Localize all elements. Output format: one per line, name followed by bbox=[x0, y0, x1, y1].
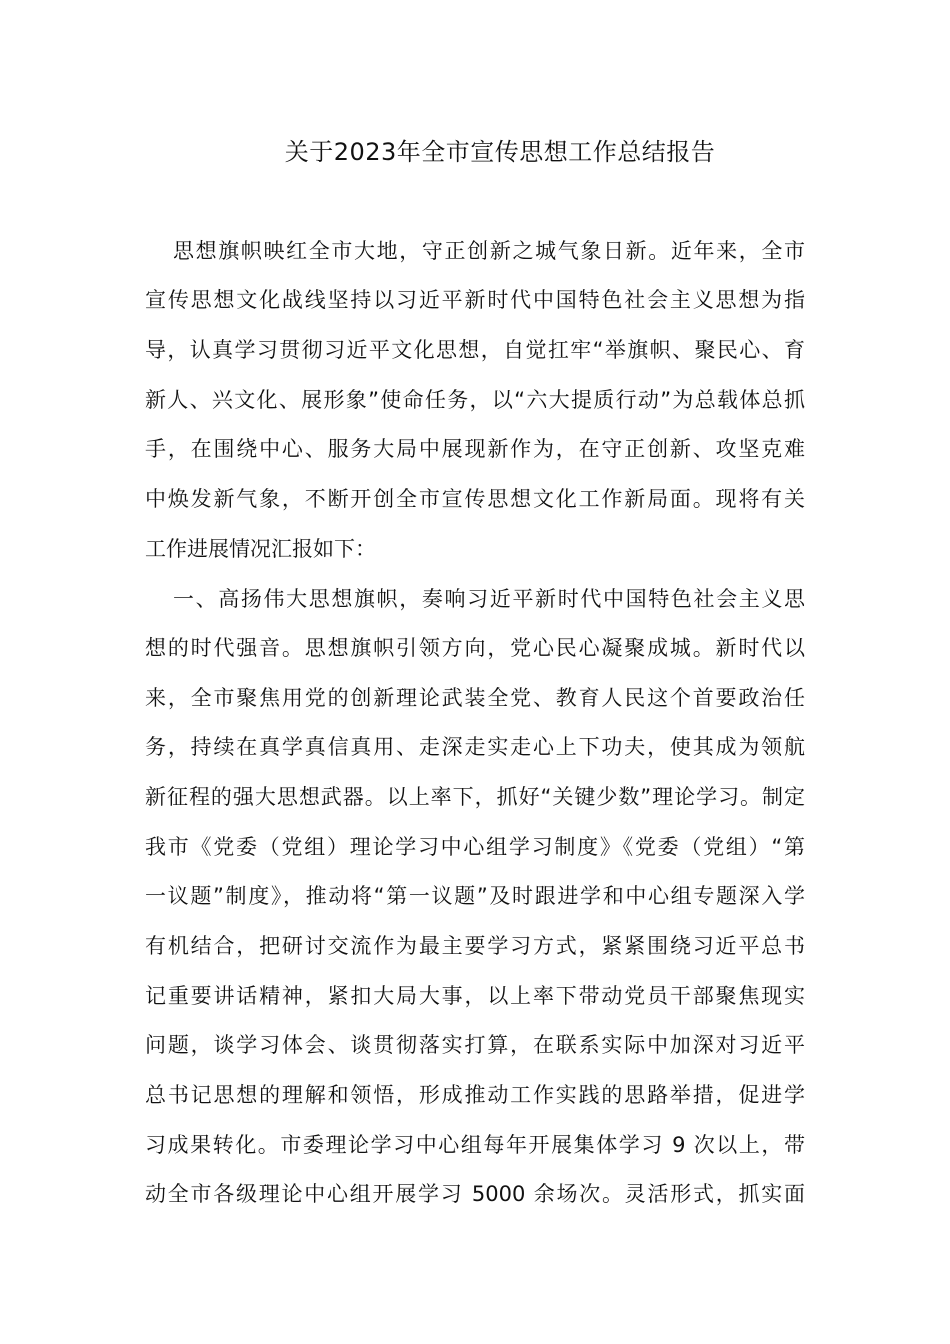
paragraph-line: 新人、兴文化、展形象”使命任务，以“六大提质行动”为总载体总抓 bbox=[145, 388, 805, 412]
paragraph-line: 思想旗帜映红全市大地，守正创新之城气象日新。近年来，全市 bbox=[173, 239, 805, 263]
paragraph-line: 工作进展情况汇报如下： bbox=[145, 537, 376, 561]
paragraph-line: 导，认真学习贯彻习近平文化思想，自觉扛牢“举旗帜、聚民心、育 bbox=[145, 338, 805, 362]
paragraph-line: 新征程的强大思想武器。以上率下，抓好“关键少数”理论学习。制定 bbox=[145, 785, 805, 809]
paragraph-line: 务，持续在真学真信真用、走深走实走心上下功夫，使其成为领航 bbox=[145, 735, 805, 759]
paragraph-line: 中焕发新气象，不断开创全市宣传思想文化工作新局面。现将有关 bbox=[145, 487, 805, 511]
paragraph-line: 一、高扬伟大思想旗帜，奏响习近平新时代中国特色社会主义思 bbox=[173, 587, 805, 611]
paragraph-line: 有机结合，把研讨交流作为最主要学习方式，紧紧围绕习近平总书 bbox=[145, 934, 805, 958]
paragraph-line: 记重要讲话精神，紧扣大局大事，以上率下带动党员干部聚焦现实 bbox=[145, 984, 805, 1008]
paragraph-line: 问题，谈学习体会、谈贯彻落实打算，在联系实际中加深对习近平 bbox=[145, 1033, 805, 1057]
paragraph-line: 一议题”制度》，推动将“第一议题”及时跟进学和中心组专题深入学 bbox=[145, 884, 805, 908]
paragraph-line: 动全市各级理论中心组开展学习 5000 余场次。灵活形式，抓实面 bbox=[145, 1182, 805, 1206]
paragraph-line: 总书记思想的理解和领悟，形成推动工作实践的思路举措，促进学 bbox=[145, 1083, 805, 1107]
paragraph-line: 想的时代强音。思想旗帜引领方向，党心民心凝聚成城。新时代以 bbox=[145, 636, 805, 660]
paragraph-line: 来，全市聚焦用党的创新理论武装全党、教育人民这个首要政治任 bbox=[145, 686, 805, 710]
paragraph-line: 手，在围绕中心、服务大局中展现新作为，在守正创新、攻坚克难 bbox=[145, 437, 805, 461]
paragraph-line: 习成果转化。市委理论学习中心组每年开展集体学习 9 次以上，带 bbox=[145, 1133, 805, 1157]
paragraph-line: 我市《党委（党组）理论学习中心组学习制度》《党委（党组）“第 bbox=[145, 835, 805, 859]
paragraph-line: 宣传思想文化战线坚持以习近平新时代中国特色社会主义思想为指 bbox=[145, 288, 805, 312]
document-title: 关于2023年全市宣传思想工作总结报告 bbox=[284, 138, 716, 166]
